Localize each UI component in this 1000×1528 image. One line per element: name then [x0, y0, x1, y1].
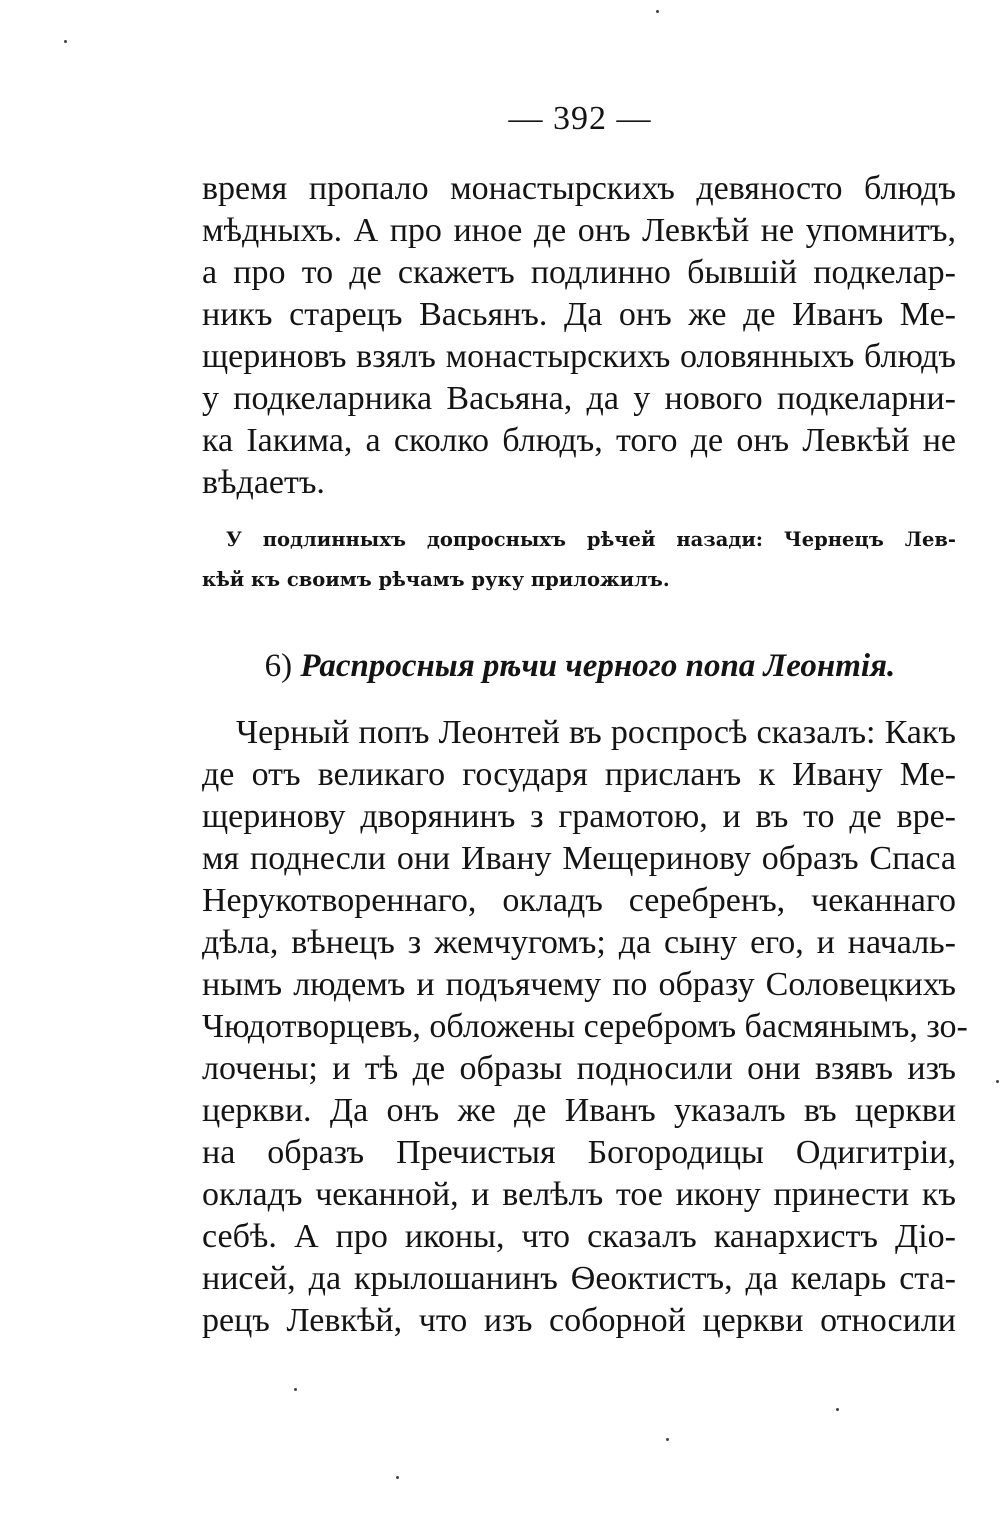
- text-line: никъ старецъ Васьянъ. Да онъ же де Иванъ Ме-: [202, 296, 956, 333]
- text-line: Нерукотвореннаго, окладъ серебренъ, чеканнаго: [202, 882, 956, 919]
- scan-speck: [836, 1408, 839, 1411]
- text-line: вѣдаетъ.: [202, 464, 325, 501]
- text-line: Черный попъ Леонтей въ роспросѣ сказалъ: Какъ: [236, 714, 956, 751]
- scan-speck: [656, 10, 659, 13]
- note-line: кѣй къ своимъ рѣчамъ руку приложилъ.: [202, 568, 670, 591]
- scan-speck: [666, 1438, 669, 1441]
- text-line: дѣла, вѣнецъ з жемчугомъ; да сыну его, и началь-: [202, 924, 956, 961]
- page-number: — 392 —: [508, 100, 652, 137]
- text-line: церкви. Да онъ же де Иванъ указалъ въ церкви: [202, 1092, 956, 1129]
- section-heading: [0, 648, 1000, 685]
- paragraph-continued: [202, 168, 956, 504]
- section-number: 6): [264, 648, 293, 684]
- signature-note: [202, 520, 956, 600]
- text-line: у подкеларника Васьяна, да у нового подкеларни-: [202, 380, 956, 417]
- scan-speck: [396, 1476, 399, 1479]
- text-line: мя поднесли они Ивану Мещеринову образъ Спаса: [202, 840, 956, 877]
- text-line: щериновъ взялъ монастырскихъ оловянныхъ блюдъ: [202, 338, 956, 375]
- text-line: рецъ Левкѣй, что изъ соборной церкви относили: [202, 1302, 956, 1339]
- scan-speck: [996, 1080, 999, 1083]
- text-line: нисей, да крылошанинъ Ѳеоктистъ, да келарь ста-: [202, 1260, 956, 1297]
- text-line: на образъ Пречистыя Богородицы Одигитріи,: [202, 1134, 956, 1171]
- text-line: ка Іакима, а сколко блюдъ, того де онъ Левкѣй не: [202, 422, 956, 459]
- text-line: де отъ великаго государя присланъ к Ивану Ме-: [202, 756, 956, 793]
- scan-speck: [294, 1388, 297, 1391]
- text-line: себѣ. А про иконы, что сказалъ канархистъ Діо-: [202, 1218, 956, 1255]
- text-line: щеринову дворянинъ з грамотою, и въ то де вре-: [202, 798, 956, 835]
- text-line: мѣдныхъ. А про иное де онъ Левкѣй не упомнитъ,: [202, 212, 956, 249]
- text-line: окладъ чеканной, и велѣлъ тое икону принести къ: [202, 1176, 956, 1213]
- text-line: лочены; и тѣ де образы подносили они взявъ изъ: [202, 1050, 956, 1087]
- text-line: Чюдотворцевъ, обложены серебромъ басмянымъ, зо-: [202, 1008, 968, 1045]
- text-line: время пропало монастырскихъ девяносто блюдъ: [202, 170, 956, 207]
- scan-speck: [64, 40, 67, 43]
- text-line: а про то де скажетъ подлинно бывшій подкелар-: [202, 254, 956, 291]
- section-title: Распросныя рѣчи черного попа Леонтія.: [300, 648, 896, 684]
- paragraph-body: [202, 712, 968, 1342]
- note-line: У подлинныхъ допросныхъ рѣчей назади: Чернецъ Лев-: [226, 528, 956, 551]
- text-line: нымъ людемъ и подъячему по образу Соловецкихъ: [202, 966, 956, 1003]
